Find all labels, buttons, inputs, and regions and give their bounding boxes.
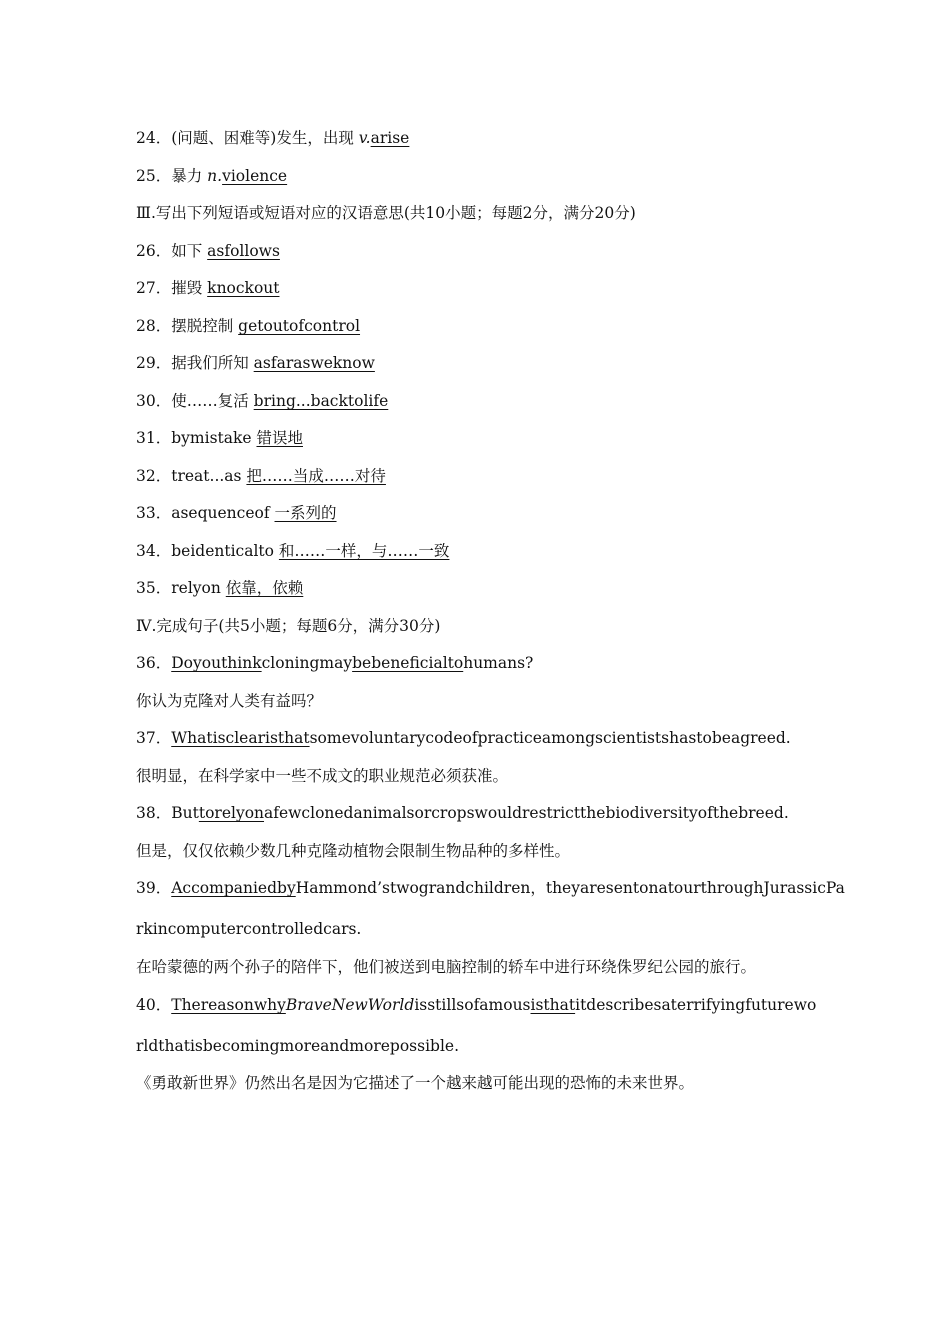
item-28 bbox=[136, 316, 360, 336]
answer: isthat bbox=[530, 996, 576, 1014]
sentence-text: isstillsofamous bbox=[414, 996, 531, 1014]
item-number: 40． bbox=[136, 996, 172, 1014]
item-number: 29． bbox=[136, 354, 172, 372]
item-39 bbox=[136, 878, 845, 898]
answer: Doyouthink bbox=[171, 654, 262, 672]
item-39-continuation: rkincomputercontrolledcars. bbox=[136, 920, 362, 938]
answer: 和……一样，与……一致 bbox=[278, 542, 450, 560]
item-30 bbox=[136, 391, 388, 411]
item-36 bbox=[136, 653, 533, 673]
chinese-prompt: 使……复活 bbox=[171, 392, 254, 410]
item-number: 32． bbox=[136, 467, 172, 485]
answer: 一系列的 bbox=[274, 504, 337, 522]
item-number: 35． bbox=[136, 579, 172, 597]
answer: violence bbox=[222, 167, 288, 185]
answer: Whatisclearisthat bbox=[171, 729, 310, 747]
item-38-translation: 但是，仅仅依赖少数几种克隆动植物会限制生物品种的多样性。 bbox=[136, 842, 571, 860]
item-40-continuation: rldthatisbecomingmoreandmorepossible. bbox=[136, 1037, 460, 1055]
item-34 bbox=[136, 541, 449, 561]
answer: 把……当成……对待 bbox=[246, 467, 386, 485]
sentence-text: somevoluntarycodeofpracticeamongscientistshastobeagreed. bbox=[309, 729, 791, 747]
item-number: 26． bbox=[136, 242, 172, 260]
chinese-prompt: (问题、困难等)发生，出现 bbox=[171, 129, 359, 147]
item-number: 25． bbox=[136, 167, 172, 185]
item-number: 33． bbox=[136, 504, 172, 522]
answer: Thereasonwhy bbox=[171, 996, 286, 1014]
item-36-translation: 你认为克隆对人类有益吗？ bbox=[136, 692, 323, 710]
sentence-text: cloningmay bbox=[261, 654, 353, 672]
answer: bebeneficialto bbox=[352, 654, 464, 672]
english-prompt: asequenceof bbox=[171, 504, 275, 522]
item-number: 38． bbox=[136, 804, 172, 822]
item-number: 24． bbox=[136, 129, 172, 147]
answer: Accompaniedby bbox=[171, 879, 296, 897]
item-33 bbox=[136, 503, 337, 523]
answer: 依靠，依赖 bbox=[225, 579, 304, 597]
answer: arise bbox=[370, 129, 410, 147]
item-number: 34． bbox=[136, 542, 172, 560]
answer: asfollows bbox=[207, 242, 280, 260]
answer: asfarasweknow bbox=[253, 354, 375, 372]
item-32 bbox=[136, 466, 386, 486]
item-26 bbox=[136, 241, 280, 261]
sentence-text: afewclonedanimalsorcropswouldrestrictthebiodiversityofthebreed. bbox=[264, 804, 789, 822]
section-4-heading: Ⅳ.完成句子(共5小题；每题6分，满分30分) bbox=[136, 617, 441, 635]
item-31 bbox=[136, 428, 303, 448]
part-of-speech: v. bbox=[358, 129, 371, 147]
answer: knockout bbox=[207, 279, 280, 297]
part-of-speech: n. bbox=[207, 167, 223, 185]
english-prompt: bymistake bbox=[171, 429, 257, 447]
item-40-translation: 《勇敢新世界》仍然出名是因为它描述了一个越来越可能出现的恐怖的未来世界。 bbox=[136, 1074, 695, 1092]
item-35 bbox=[136, 578, 303, 598]
english-prompt: beidenticalto bbox=[171, 542, 279, 560]
item-27 bbox=[136, 278, 280, 298]
sentence-text: itdescribesaterrifyingfuturewo bbox=[575, 996, 817, 1014]
sentence-text: But bbox=[171, 804, 199, 822]
item-number: 39． bbox=[136, 879, 172, 897]
item-number: 27． bbox=[136, 279, 172, 297]
item-29 bbox=[136, 353, 375, 373]
item-37-translation: 很明显，在科学家中一些不成文的职业规范必须获准。 bbox=[136, 767, 509, 785]
item-number: 28． bbox=[136, 317, 172, 335]
english-prompt: treat...as bbox=[171, 467, 247, 485]
sentence-text: humans? bbox=[463, 654, 534, 672]
item-number: 37． bbox=[136, 729, 172, 747]
chinese-prompt: 摆脱控制 bbox=[171, 317, 239, 335]
section-3-heading: Ⅲ.写出下列短语或短语对应的汉语意思(共10小题；每题2分，满分20分) bbox=[136, 204, 636, 222]
answer: torelyon bbox=[198, 804, 265, 822]
item-39-translation: 在哈蒙德的两个孙子的陪伴下，他们被送到电脑控制的轿车中进行环绕侏罗纪公园的旅行。 bbox=[136, 958, 757, 976]
chinese-prompt: 暴力 bbox=[171, 167, 208, 185]
item-number: 30． bbox=[136, 392, 172, 410]
chinese-prompt: 据我们所知 bbox=[171, 354, 254, 372]
english-prompt: relyon bbox=[171, 579, 226, 597]
chinese-prompt: 摧毁 bbox=[171, 279, 208, 297]
item-24 bbox=[136, 128, 409, 148]
answer: 错误地 bbox=[256, 429, 303, 447]
book-title: BraveNewWorld bbox=[285, 996, 415, 1014]
chinese-prompt: 如下 bbox=[171, 242, 208, 260]
sentence-text: Hammond’stwograndchildren，theyaresentonatourthroughJurassicPa bbox=[295, 879, 845, 897]
answer: getoutofcontrol bbox=[238, 317, 361, 335]
answer: bring...backtolife bbox=[253, 392, 389, 410]
item-number: 36． bbox=[136, 654, 172, 672]
item-38 bbox=[136, 803, 789, 823]
item-40 bbox=[136, 995, 816, 1015]
item-25 bbox=[136, 166, 287, 186]
item-number: 31． bbox=[136, 429, 172, 447]
item-37 bbox=[136, 728, 791, 748]
